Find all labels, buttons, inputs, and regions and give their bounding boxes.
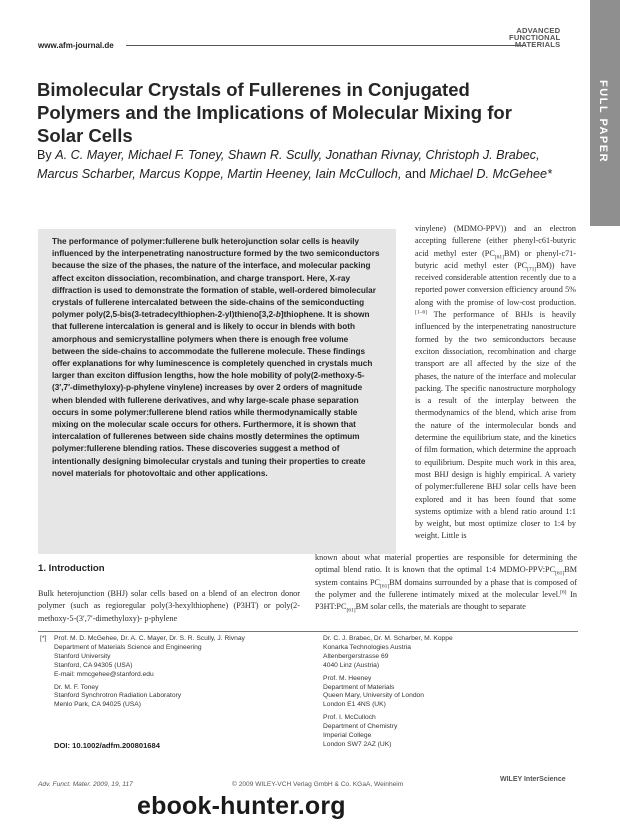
affiliation-line: Department of Materials <box>323 683 395 691</box>
by-label: By <box>37 148 52 162</box>
wide-column-text <box>315 552 577 613</box>
affiliation-line: Prof. M. Heeney <box>323 674 372 682</box>
body-text: vinylene) (MDMO-PPV)) and an electron accepting fullerene (either phenyl-c61-butyric acid methyl ester (PC <box>415 224 576 258</box>
logo-line-1: ADVANCED <box>516 26 561 35</box>
email-link[interactable]: E-mail: mmcgehee@stanford.edu <box>54 670 154 678</box>
section-heading-introduction: 1. Introduction <box>38 563 105 574</box>
body-text: BM domains surrounded by a phase that is composed of the polymer and the fullerene intimately mixed at the molecular level. <box>315 577 577 599</box>
reference[interactable]: [6] <box>560 589 567 596</box>
subscript: [61] <box>380 583 390 590</box>
doi-link[interactable]: DOI: 10.1002/adfm.200801684 <box>54 741 160 750</box>
body-text: known about what material properties are responsible for determining the optimal blend ratio. It is known that the optimal 1:4 MDMO-PPV:PC <box>315 553 577 575</box>
affiliation-line: Queen Mary, University of London <box>323 692 424 700</box>
affiliation-line: Prof. M. D. McGehee, Dr. A. C. Mayer, Dr. S. R. Scully, J. Rivnay <box>54 635 245 642</box>
subscript: [61] <box>555 570 565 577</box>
affiliation-line: Altenbergerstrasse 69 <box>323 652 389 660</box>
reference[interactable]: [1–6] <box>415 309 427 316</box>
affiliation-line: Stanford Synchrotron Radiation Laboratory <box>54 692 182 700</box>
body-text: BM system contains PC <box>315 565 577 587</box>
affiliation-line: Stanford, CA 94305 (USA) <box>54 661 133 669</box>
affiliation-line: Prof. I. McCulloch <box>323 714 376 722</box>
journal-url[interactable]: www.afm-journal.de <box>38 41 114 50</box>
affiliation-line: Department of Chemistry <box>323 723 398 731</box>
citation-text: Adv. Funct. Mater. 2009, 19, 117 <box>38 781 133 788</box>
body-text: BM) or phenyl-c71-butyric acid methyl ester (PC <box>415 248 576 270</box>
subscript: [61] <box>346 607 356 614</box>
affiliation-line: 4040 Linz (Austria) <box>323 661 380 669</box>
affiliation-line: Dr. C. J. Brabec, Dr. M. Scharber, M. Koppe <box>323 635 453 642</box>
affiliation-line: Konarka Technologies Austria <box>323 643 411 651</box>
subscript: [61] <box>494 254 504 261</box>
watermark: ebook-hunter.org <box>137 792 346 820</box>
publisher-logo: WILEY InterScience <box>500 776 566 783</box>
body-text: The performance of BHJs is heavily influenced by the interpenetrating nanostructure formed by the two semiconductors because exciton dissociation, recombination and charge transport are all affected by the size of the phases, the nature of the interface and molecular packing. The specific nanostructure morphology is a result of the interplay between the thermodynamics of the blend, which arise from the nature of the intermolecular bonds and determine the equilibrium state, and the kinetics of film formation, which determine the approach to equilibrium. Despite much work in this area, most BHJ design is highly empirical. A variety of polymer:fullerene BHJ solar cells have been explored and it has been found that some systems optimize with a blend ratio around 1:1 by weight, but most optimize closer to 1:4 by weight. Little is <box>415 310 576 541</box>
affiliation-line: Imperial College <box>323 732 372 740</box>
authors: A. C. Mayer, Michael F. Toney, Shawn R. Scully, Jonathan Rivnay, Christoph J. Brabec, Marcus Scharber, Marcus Koppe, Martin Heeney, Iain McCulloch, <box>37 148 540 181</box>
affiliation-line: Department of Materials Science and Engineering <box>54 643 202 651</box>
header-rule <box>126 45 526 46</box>
affiliation-block <box>323 714 573 750</box>
affiliation-line: Menlo Park, CA 94025 (USA) <box>54 701 141 709</box>
affiliation-block <box>323 675 573 711</box>
affiliation-line: London SW7 2AZ (UK) <box>323 740 392 748</box>
footer-copyright: © 2009 WILEY-VCH Verlag GmbH & Co. KGaA, Weinheim <box>232 781 404 788</box>
and-label: and <box>404 167 426 181</box>
affiliations-right <box>323 635 573 754</box>
side-tab-label: FULL PAPER <box>597 80 609 164</box>
affiliation-block <box>54 684 294 711</box>
abstract-part-1: The performance of polymer:fullerene bulk heterojunction solar cells is heavily influenced by the interpenetrating nanostructure formed by the two semiconductors because the size of the phases, the nature of the interface, and molecular packing affect exciton dissociation, recombination, and charge transport. Here, X-ray diffraction is used to demonstrate the formation of stable, well-ordered bimolecular crystals of fullerene intercalated between the side-chains of the semiconducting polymer poly(2,5-bis(3-tetradecylthiophen-2-yl)thieno[3,2- <box>52 237 380 320</box>
abstract-italic-b: b <box>275 310 281 320</box>
footnote-rule <box>38 631 578 632</box>
logo-line-3: MATERIALS <box>514 40 561 50</box>
footer-citation <box>38 781 133 788</box>
corresponding-author: Michael D. McGehee* <box>429 167 552 181</box>
body-text: BM)) have received considerable attention recently due to a reported power conversion efficiency around 5% along with the promise of low-cost production. <box>415 260 576 307</box>
footnote-marker: [*] <box>40 635 47 642</box>
journal-logo <box>509 27 560 49</box>
affiliation-block <box>54 635 294 680</box>
article-title: Bimolecular Crystals of Fullerenes in Conjugated Polymers and the Implications of Molecular Mixing for Solar Cells <box>37 79 512 146</box>
affiliations-left <box>54 635 294 714</box>
body-text: BM solar cells, the materials are thought to separate <box>355 602 526 612</box>
affiliation-line: Dr. M. F. Toney <box>54 683 99 691</box>
introduction-text: Bulk heterojunction (BHJ) solar cells based on a blend of an electron donor polymer (such as regioregular poly(3-hexylthiophene) (P3HT) or poly(2-methoxy-5-(3′,7′-dimethyloxy)- p-phylene <box>38 589 300 623</box>
body-text: In P3HT:PC <box>315 589 577 612</box>
affiliation-block <box>323 635 573 671</box>
right-column-text <box>415 223 576 543</box>
subscript: [71] <box>527 266 537 273</box>
abstract-text <box>52 236 382 480</box>
affiliation-line: Stanford University <box>54 652 111 660</box>
author-list <box>37 146 557 184</box>
abstract-part-2: ]thiophene. It is shown that fullerene intercalation is general and is likely to occur in blends with both amorphous and semicrystalline polymers when there is enough free volume between the side-chains to accommodate the fullerene molecule. These findings offer explanations for why luminescence is completely quenched in crystals much larger than exciton diffusion lengths, how the hole mobility of poly(2-methoxy-5-(3′,7′-dimethyloxy)-p-phylene vinylene) increases by over 2 orders of magnitude when blended with fullerene derivatives, and why large-scale phase separation occurs in some polymer:fullerene blend ratios while thermodynamically stable mixing on the molecular scale occurs for others. Furthermore, it is shown that intercalation of fullerenes between side chains mostly determines the optimum polymer:fullerene blending ratios. These discoveries suggest a method of intentionally designing bimolecular crystals and tuning their properties to create novel materials for photovoltaic and other applications. <box>52 310 373 478</box>
affiliation-line: London E1 4NS (UK) <box>323 701 386 709</box>
logo-line-2: FUNCTIONAL <box>509 33 561 43</box>
